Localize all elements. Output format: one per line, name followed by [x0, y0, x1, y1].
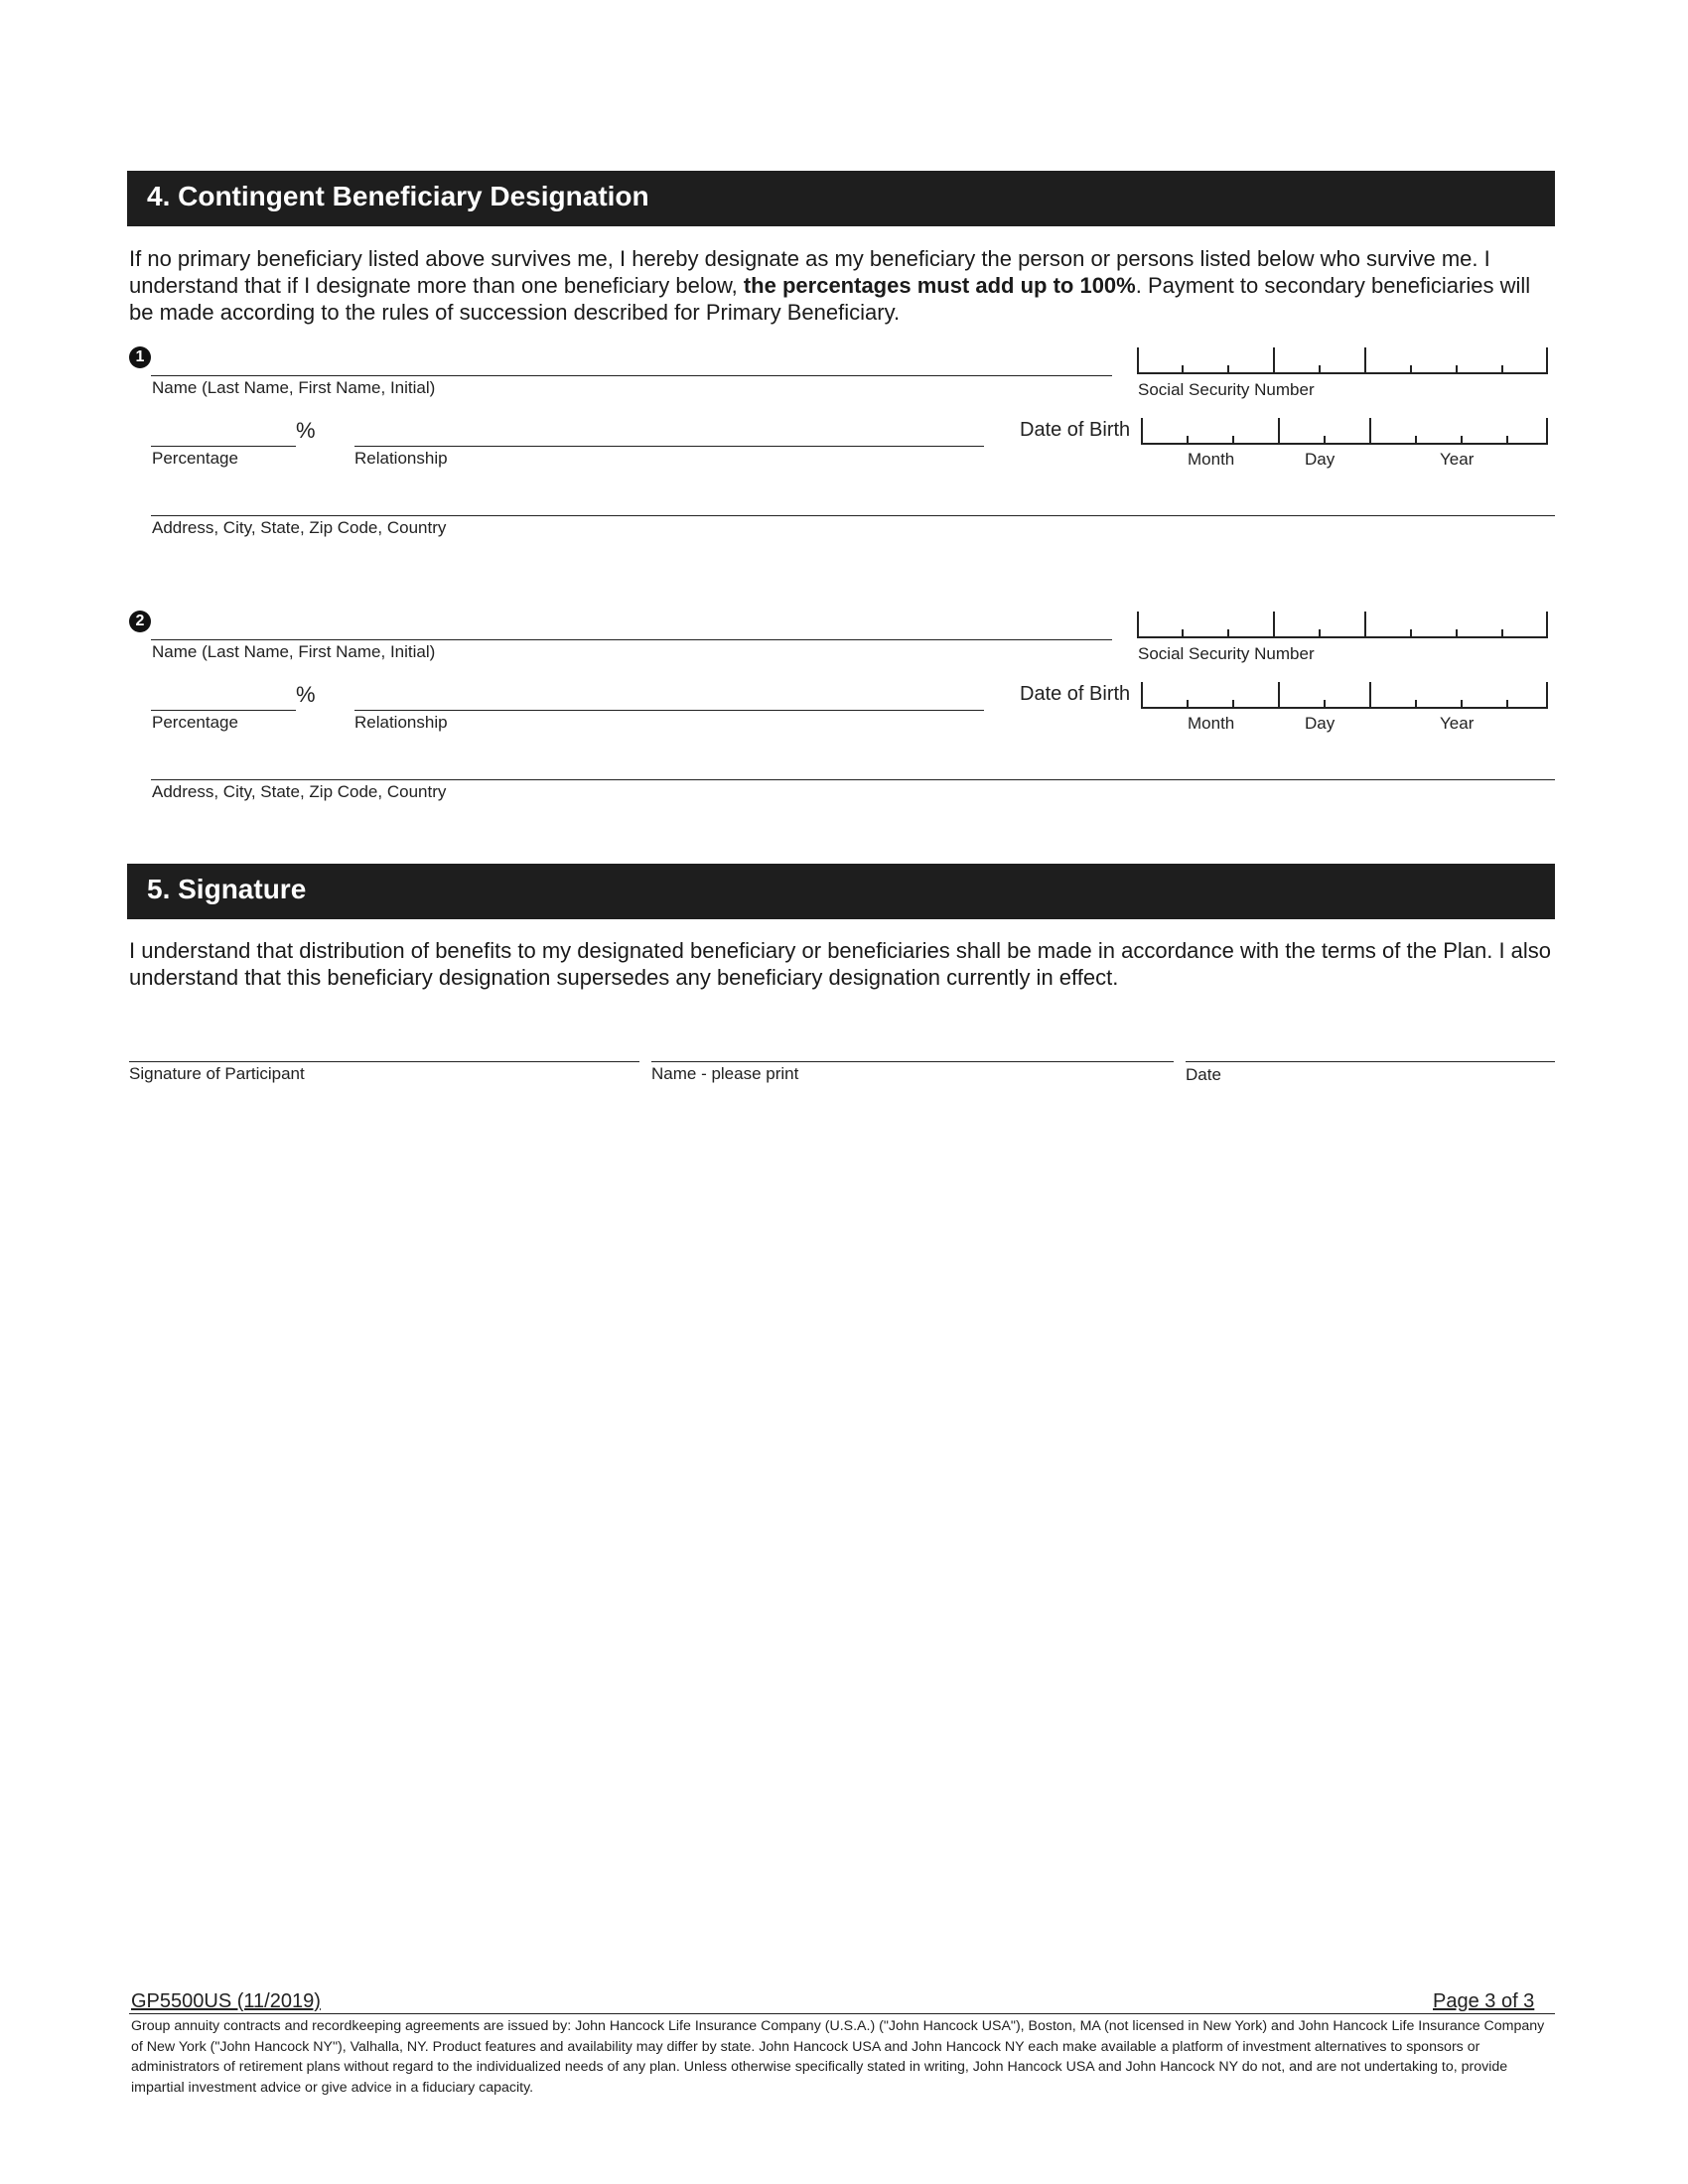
ssn-label-2: Social Security Number — [1138, 644, 1315, 663]
page-number: Page 3 of 3 — [1433, 1990, 1535, 2012]
year-label-1: Year — [1440, 450, 1475, 469]
name-field-1[interactable] — [151, 375, 1112, 376]
relationship-field-1[interactable] — [354, 446, 984, 447]
ssn-label-1: Social Security Number — [1138, 380, 1315, 399]
year-label-2: Year — [1440, 714, 1475, 733]
percentage-field-2[interactable] — [151, 710, 296, 711]
footer-divider — [129, 2013, 1555, 2014]
signature-label: Signature of Participant — [129, 1064, 305, 1083]
address-label-2: Address, City, State, Zip Code, Country — [152, 782, 447, 801]
percent-symbol-1: % — [296, 418, 316, 443]
ssn-field-2[interactable] — [1137, 610, 1554, 639]
dob-field-1[interactable] — [1141, 416, 1554, 446]
date-field[interactable] — [1186, 1061, 1555, 1062]
print-name-label: Name - please print — [651, 1064, 799, 1083]
print-name-field[interactable] — [651, 1061, 1174, 1062]
dob-label-1: Date of Birth — [1020, 419, 1131, 441]
percentage-field-1[interactable] — [151, 446, 296, 447]
percentage-label-1: Percentage — [152, 449, 238, 468]
footer-disclaimer: Group annuity contracts and recordkeeping agreements are issued by: John Hancock Life Insurance Company (U.S.A.) ("John Hancock USA"), Boston, MA (not licensed in New York) and John Hancock Life Insurance Company of New York ("John Hancock NY"), Valhalla, NY. Product features and availability may differ by state. John Hancock USA and John Hancock NY each make available a platform of investment alternatives to sponsors or administrators of retirement plans without regard to the individualized needs of any plan. Unless otherwise specifically stated in writing, John Hancock USA and John Hancock NY do not, and are not undertaking to, provide impartial investment advice or give advice in a fiduciary capacity. — [131, 2018, 1545, 2096]
section-5-title: 5. Signature — [147, 874, 307, 904]
address-label-1: Address, City, State, Zip Code, Country — [152, 518, 447, 537]
day-label-1: Day — [1305, 450, 1336, 469]
section-4-intro — [129, 245, 1559, 326]
section-4-header — [127, 171, 1555, 226]
address-field-1[interactable] — [151, 515, 1555, 516]
section-4-title: 4. Contingent Beneficiary Designation — [147, 181, 649, 211]
ssn-field-1[interactable] — [1137, 345, 1554, 375]
section-5-header — [127, 864, 1555, 919]
name-label-2: Name (Last Name, First Name, Initial) — [152, 642, 436, 661]
name-label-1: Name (Last Name, First Name, Initial) — [152, 378, 436, 397]
month-label-2: Month — [1188, 714, 1235, 733]
dob-field-2[interactable] — [1141, 680, 1554, 710]
intro-text-end: . Payment to secondary beneficiaries will be made according to the rules of succession described for Primary Beneficiary. — [129, 273, 1531, 325]
percent-symbol-2: % — [296, 682, 316, 707]
intro-bold-text: the percentages must add up to 100% — [743, 273, 1136, 298]
address-field-2[interactable] — [151, 779, 1555, 780]
section-5-text: I understand that distribution of benefits to my designated beneficiary or beneficiaries shall be made in accordance with the terms of the Plan. I also understand that this beneficiary designation supersedes any beneficiary designation currently in effect. — [129, 938, 1552, 990]
beneficiary-number-1: 1 — [129, 346, 151, 368]
day-label-2: Day — [1305, 714, 1336, 733]
relationship-label-1: Relationship — [354, 449, 448, 468]
intro-text: If no primary beneficiary listed above survives me, I hereby designate as my beneficiary the person or persons listed below who survive me. I understand that if I designate more than one beneficiary below, — [129, 246, 1490, 298]
form-code: GP5500US (11/2019) — [131, 1990, 321, 2012]
signature-field[interactable] — [129, 1061, 639, 1062]
beneficiary-number-2: 2 — [129, 611, 151, 632]
name-field-2[interactable] — [151, 639, 1112, 640]
dob-label-2: Date of Birth — [1020, 683, 1131, 705]
relationship-field-2[interactable] — [354, 710, 984, 711]
relationship-label-2: Relationship — [354, 713, 448, 732]
percentage-label-2: Percentage — [152, 713, 238, 732]
month-label-1: Month — [1188, 450, 1235, 469]
date-label: Date — [1186, 1065, 1221, 1084]
